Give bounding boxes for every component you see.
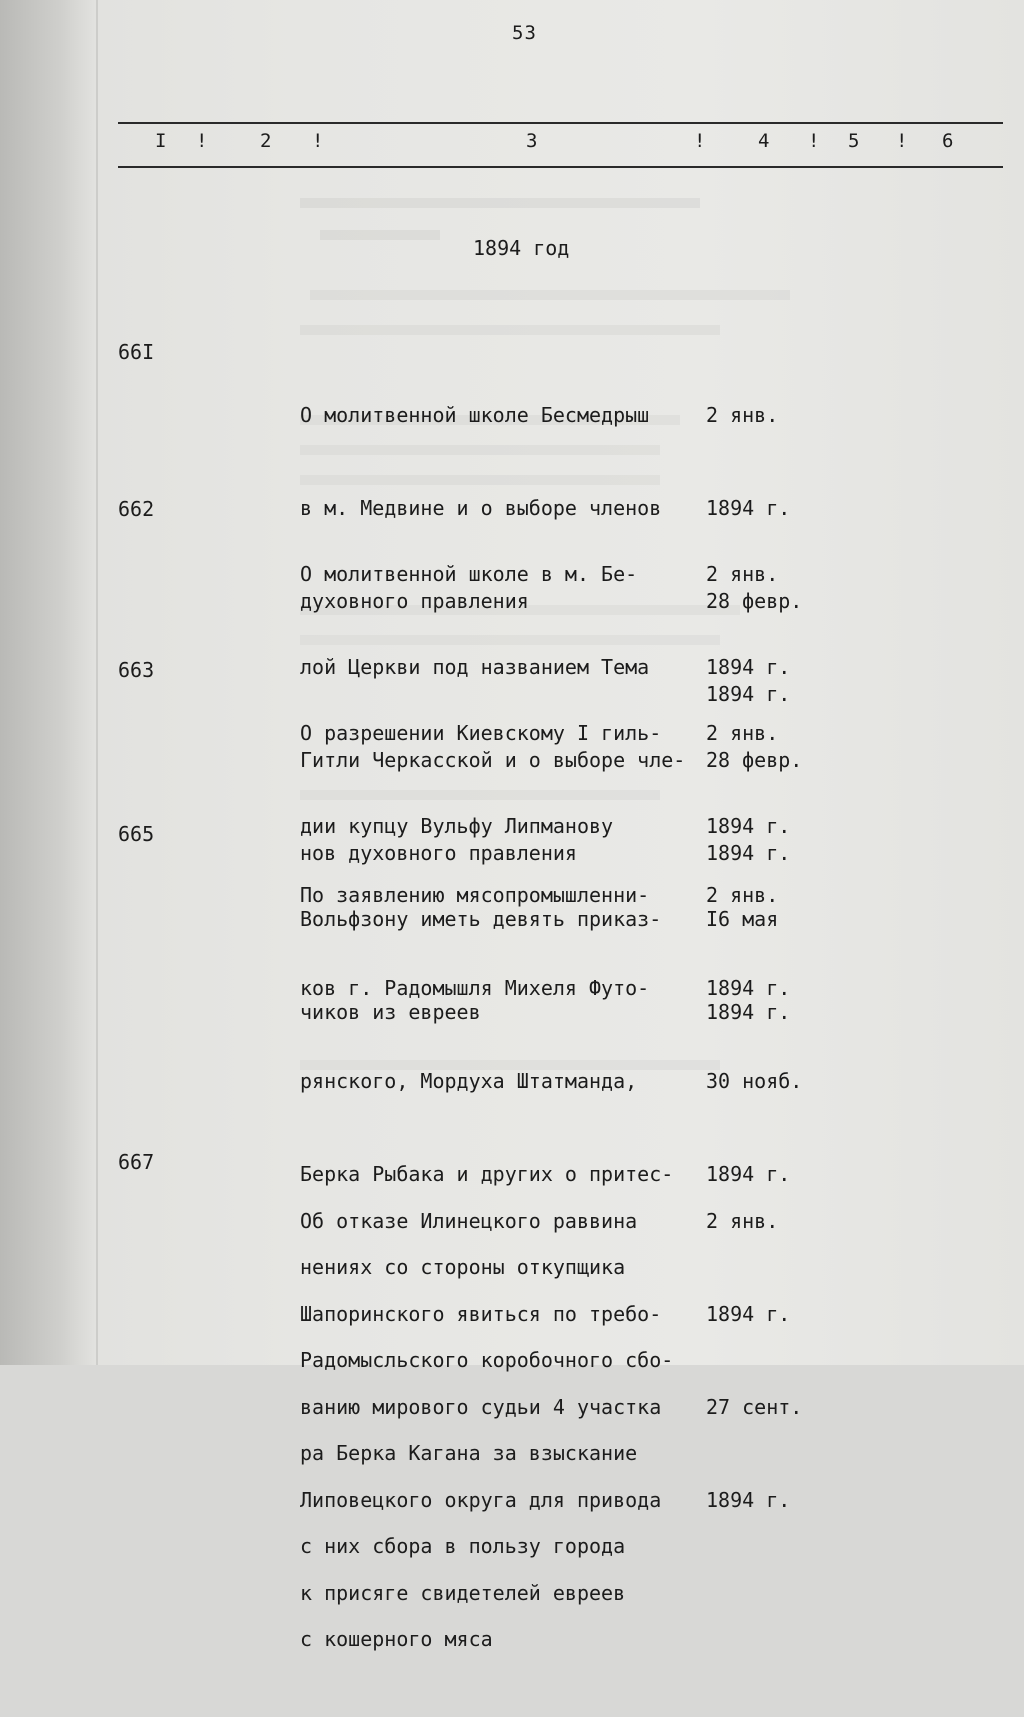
entry-line: рянского, Мордуха Штатманда, [300, 1069, 638, 1093]
entry-line: ра Берка Кагана за взыскание [300, 1441, 638, 1465]
entry-line: Шапоринского явиться по требо- [300, 1302, 662, 1326]
date-end: I6 мая [706, 907, 779, 931]
entry-number: 667 [118, 1150, 155, 1174]
date-end: 28 февр. [706, 748, 803, 772]
column-separator: ! [694, 130, 706, 152]
column-header-4: 4 [758, 130, 770, 152]
column-separator: ! [896, 130, 908, 152]
column-header-5: 5 [848, 130, 860, 152]
entry-number: 663 [118, 658, 155, 682]
column-separator: ! [312, 130, 324, 152]
entry-line: к присяге свидетелей евреев [300, 1581, 626, 1605]
column-header-1: I [155, 130, 167, 152]
page-number: 53 [512, 22, 537, 44]
entry-number: 665 [118, 822, 155, 846]
entry-line: нов духовного правления [300, 841, 577, 865]
date-start-year: 1894 г. [706, 814, 791, 838]
entry-line: духовного правления [300, 589, 529, 613]
date-start-year: 1894 г. [706, 655, 791, 679]
entry-line: Об отказе Илинецкого раввина [300, 1209, 638, 1233]
date-start-year: 1894 г. [706, 496, 791, 520]
entry-line: Липовецкого округа для привода [300, 1488, 662, 1512]
date-end-year: 1894 г. [706, 841, 791, 865]
date-start: 2 янв. [706, 562, 779, 586]
entry-line: Берка Рыбака и других о притес- [300, 1162, 674, 1186]
column-header-3: 3 [526, 130, 538, 152]
entry-line: Гитли Черкасской и о выборе чле- [300, 748, 686, 772]
entry-line: О разрешении Киевскому I гиль- [300, 721, 662, 745]
date-end-year: 1894 г. [706, 1162, 791, 1186]
date-start: 2 янв. [706, 1209, 779, 1233]
column-separator: ! [808, 130, 820, 152]
date-end-year: 1894 г. [706, 1000, 791, 1024]
entry-number: 662 [118, 497, 155, 521]
date-start-year: 1894 г. [706, 976, 791, 1000]
date-end-year: 1894 г. [706, 682, 791, 706]
column-separator: ! [196, 130, 208, 152]
entry-line: О молитвенной школе Бесмедрыш [300, 403, 650, 427]
entry-line: ванию мирового судьи 4 участка [300, 1395, 662, 1419]
entry-line: в м. Медвине и о выборе членов [300, 496, 662, 520]
entry-description [300, 1144, 720, 1671]
entry-line: лой Церкви под названием Тема [300, 655, 650, 679]
entry-number: 66I [118, 340, 155, 364]
date-end: 30 нояб. [706, 1069, 803, 1093]
date-start: 2 янв. [706, 721, 779, 745]
date-end: 27 сент. [706, 1395, 803, 1419]
entry-line: с них сбора в пользу города [300, 1534, 626, 1558]
entry-line: ков г. Радомышля Михеля Футо- [300, 976, 650, 1000]
date-start: 2 янв. [706, 403, 779, 427]
entry-dates [706, 1144, 826, 1578]
date-start-year: 1894 г. [706, 1302, 791, 1326]
entry-line: с кошерного мяса [300, 1627, 493, 1651]
column-header-2: 2 [260, 130, 272, 152]
entry-line: дии купцу Вульфу Липманову [300, 814, 614, 838]
page-edge [96, 0, 98, 1365]
entry-line: Радомысльского коробочного сбо- [300, 1348, 674, 1372]
header-rule-top [118, 122, 1003, 124]
date-start: 2 янв. [706, 883, 779, 907]
entry-line: нениях со стороны откупщика [300, 1255, 626, 1279]
date-end: 28 февр. [706, 589, 803, 613]
header-rule-bottom [118, 166, 1003, 168]
entry-line: По заявлению мясопромышленни- [300, 883, 650, 907]
entry-line: О молитвенной школе в м. Бе- [300, 562, 638, 586]
entry-line: Вольфзону иметь девять приказ- [300, 907, 662, 931]
column-header-6: 6 [942, 130, 954, 152]
date-end-year: 1894 г. [706, 1488, 791, 1512]
year-heading: 1894 год [473, 236, 570, 260]
entry-line: чиков из евреев [300, 1000, 481, 1024]
